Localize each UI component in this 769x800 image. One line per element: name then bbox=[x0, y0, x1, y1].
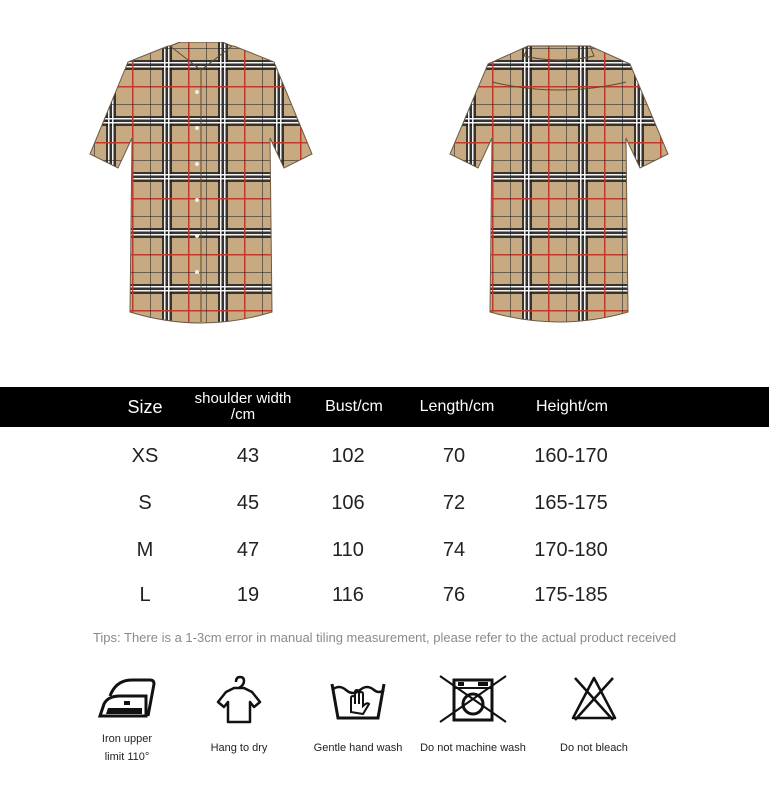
care-handwash-label: Gentle hand wash bbox=[313, 742, 403, 754]
care-handwash bbox=[293, 670, 423, 780]
cell-height: 165-175 bbox=[534, 491, 608, 514]
cell-size: S bbox=[138, 491, 152, 514]
care-hang bbox=[174, 670, 304, 780]
header-shoulder-line1: shoulder width bbox=[194, 390, 292, 407]
care-iron-label-line2: limit 110° bbox=[104, 751, 150, 763]
cell-height: 160-170 bbox=[534, 444, 608, 467]
care-no-machine-label: Do not machine wash bbox=[420, 742, 526, 754]
care-iron-label-line1: Iron upper bbox=[101, 733, 153, 745]
cell-bust: 116 bbox=[332, 583, 364, 606]
header-shoulder-line2: /cm bbox=[230, 406, 256, 423]
tips-note: Tips: There is a 1-3cm error in manual tiling measurement, please refer to the actual product received bbox=[92, 630, 677, 645]
cell-size: M bbox=[136, 538, 154, 561]
cell-length: 70 bbox=[442, 444, 466, 467]
crossed-triangle-icon bbox=[569, 674, 619, 724]
cell-bust: 110 bbox=[332, 538, 364, 561]
header-shoulder-width bbox=[178, 387, 308, 427]
cell-length: 72 bbox=[442, 491, 466, 514]
cell-length: 76 bbox=[442, 583, 466, 606]
care-no-machine bbox=[408, 670, 538, 780]
table-row bbox=[0, 575, 769, 615]
cell-height: 175-185 bbox=[534, 583, 608, 606]
size-table-header bbox=[0, 387, 769, 427]
crossed-washing-machine-icon bbox=[438, 674, 508, 724]
hand-wash-tub-icon bbox=[329, 674, 387, 722]
header-bust: Bust/cm bbox=[325, 398, 383, 415]
cell-shoulder: 19 bbox=[236, 583, 260, 606]
cell-shoulder: 43 bbox=[236, 444, 260, 467]
cell-size: L bbox=[139, 583, 151, 606]
table-row bbox=[0, 483, 769, 523]
cell-bust: 106 bbox=[331, 491, 365, 514]
table-row bbox=[0, 436, 769, 476]
table-row bbox=[0, 530, 769, 570]
iron-icon bbox=[96, 674, 158, 722]
cell-size: XS bbox=[131, 444, 159, 467]
shirt-front-image bbox=[88, 42, 314, 328]
cell-shoulder: 45 bbox=[236, 491, 260, 514]
header-length: Length/cm bbox=[419, 398, 495, 415]
shirt-back-image bbox=[448, 42, 670, 328]
care-iron bbox=[62, 670, 192, 780]
care-no-bleach-label: Do not bleach bbox=[560, 742, 628, 754]
header-size: Size bbox=[127, 396, 163, 417]
cell-shoulder: 47 bbox=[236, 538, 260, 561]
cell-height: 170-180 bbox=[534, 538, 608, 561]
cell-length: 74 bbox=[442, 538, 466, 561]
care-no-bleach bbox=[529, 670, 659, 780]
care-hang-label: Hang to dry bbox=[210, 742, 268, 754]
hanger-shirt-icon bbox=[214, 674, 264, 726]
cell-bust: 102 bbox=[331, 444, 365, 467]
header-height: Height/cm bbox=[535, 398, 609, 415]
